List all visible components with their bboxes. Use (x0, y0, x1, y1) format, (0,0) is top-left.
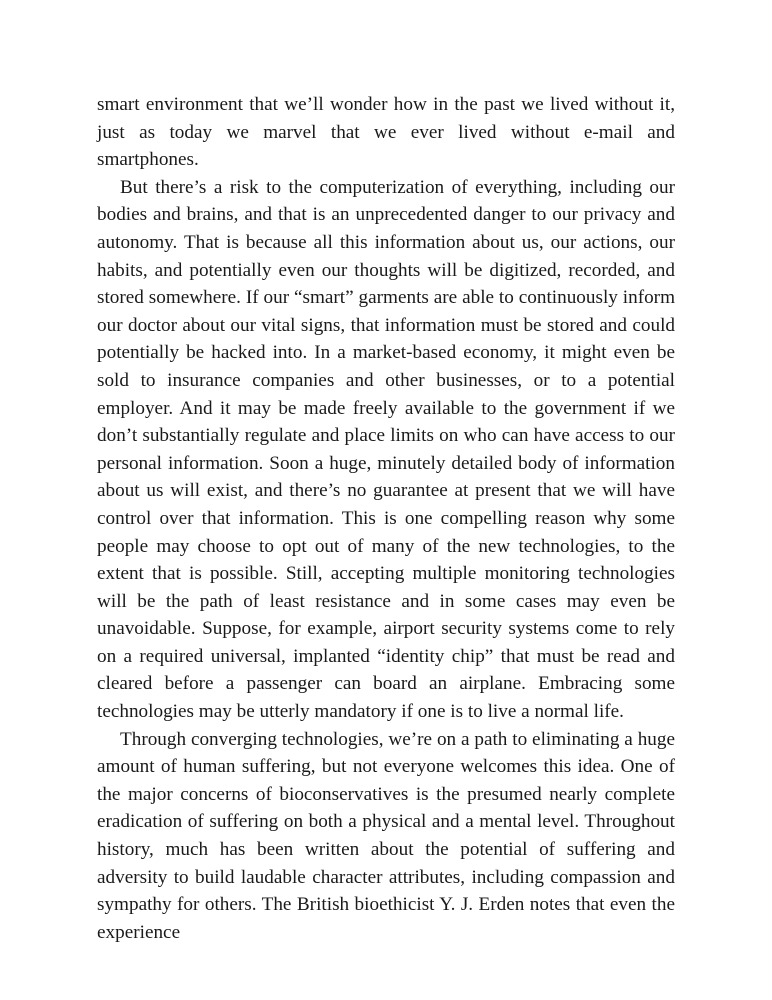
paragraph-3: Through converging technologies, we’re on a path to eliminating a huge amount of human suffering, but not everyone welcomes this idea. One of the major concerns of bioconservatives is the presumed nearly complete eradication of suffering on both a physical and a mental level. Throughout history, much has been written about the potential of suffering and adversity to build laudable character attributes, including compassion and sympathy for others. The British bioethicist Y. J. Erden notes that even the experience (97, 728, 675, 943)
document-page (97, 91, 675, 946)
paragraph-2: But there’s a risk to the computerization of everything, including our bodies and brains, and that is an unprecedented danger to our privacy and autonomy. That is because all this information about us, our actions, our habits, and potentially even our thoughts will be digitized, recorded, and stored somewhere. If our “smart” garments are able to continuously inform our doctor about our vital signs, that information must be stored and could potentially be hacked into. In a market-based economy, it might even be sold to insurance companies and other businesses, or to a potential employer. And it may be made freely available to the government if we don’t substantially regulate and place limits on who can have access to our personal information. Soon a huge, minutely detailed body of information about us will exist, and there’s no guarantee at present that we will have control over that information. This is one compelling reason why some people may choose to opt out of many of the new technologies, to the extent that is possible. Still, accepting multiple monitoring technologies will be the path of least resistance and in some cases may even be unavoidable. Suppose, for example, airport security systems come to rely on a required universal, implanted “identity chip” that must be read and cleared before a passenger can board an airplane. Embracing some technologies may be utterly mandatory if one is to live a normal life. (97, 176, 675, 723)
paragraph-1: smart environment that we’ll wonder how in the past we lived without it, just as today we marvel that we ever lived without e-mail and smartphones. (97, 94, 675, 171)
